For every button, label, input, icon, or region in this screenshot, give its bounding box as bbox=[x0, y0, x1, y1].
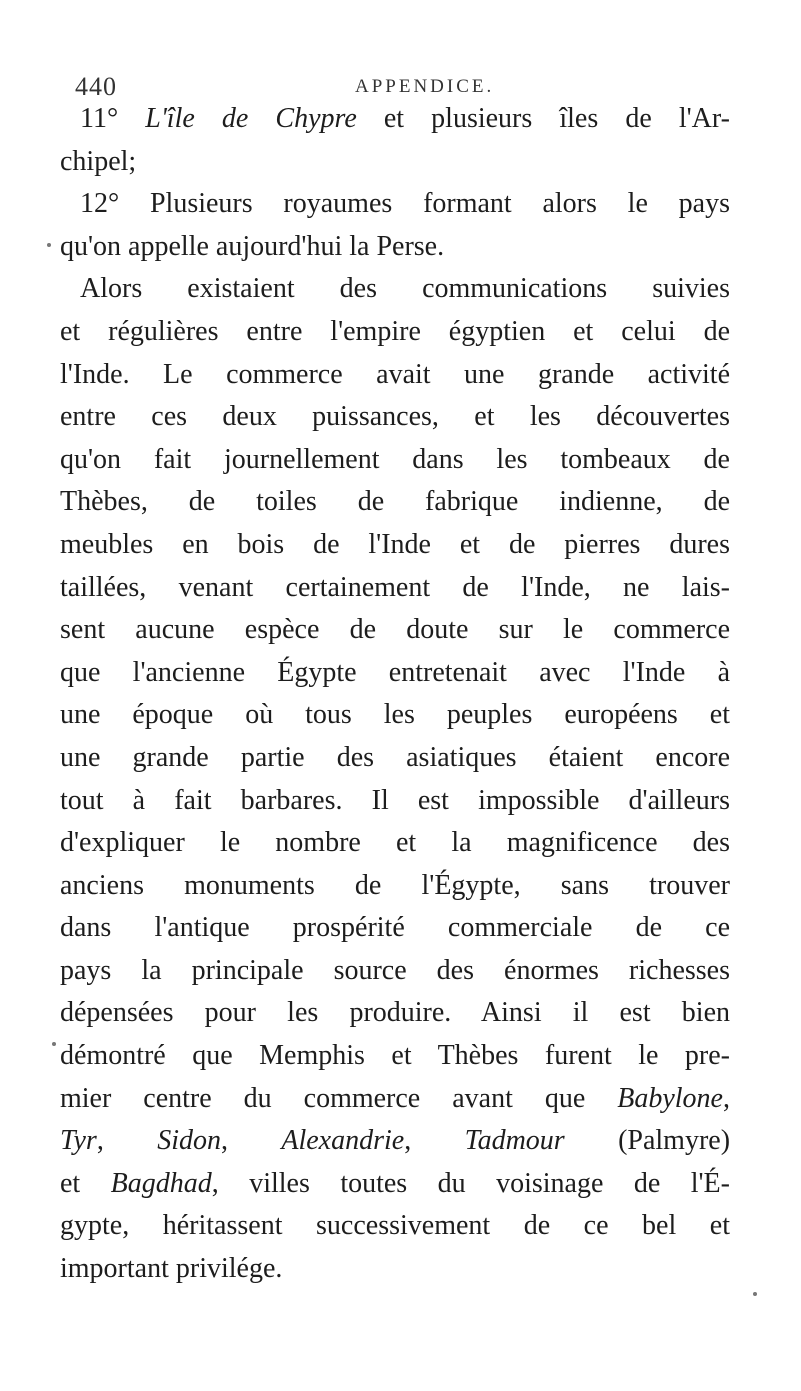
text-line bbox=[60, 567, 730, 610]
text-line bbox=[60, 1205, 730, 1248]
body-text bbox=[60, 98, 730, 1291]
text-segment: , bbox=[96, 1125, 158, 1157]
print-speck bbox=[47, 243, 51, 247]
text-segment: sent aucune espèce de doute sur le commerce bbox=[60, 614, 730, 646]
text-line bbox=[60, 694, 730, 737]
text-line bbox=[60, 98, 730, 141]
text-line bbox=[60, 737, 730, 780]
text-line bbox=[60, 1120, 730, 1163]
text-segment: d'expliquer le nombre et la magnificence des bbox=[60, 827, 730, 859]
text-line bbox=[60, 1035, 730, 1078]
text-segment: important privilége. bbox=[60, 1253, 283, 1285]
running-head: APPENDICE. bbox=[355, 76, 495, 97]
text-segment: 12° Plusieurs royaumes formant alors le pays bbox=[80, 188, 730, 220]
text-line bbox=[60, 226, 730, 269]
italic-segment: Tadmour bbox=[464, 1125, 565, 1157]
text-line bbox=[60, 354, 730, 397]
text-segment: qu'on appelle aujourd'hui la Perse. bbox=[60, 230, 445, 262]
text-segment: et plusieurs îles de l'Ar- bbox=[356, 103, 730, 134]
text-segment: chipel; bbox=[60, 145, 137, 177]
text-segment: et régulières entre l'empire égyptien et celui de bbox=[60, 315, 730, 347]
text-segment: , bbox=[723, 1082, 730, 1114]
text-segment: meubles en bois de l'Inde et de pierres dures bbox=[60, 528, 730, 560]
text-line bbox=[60, 439, 730, 482]
text-line bbox=[60, 396, 730, 439]
text-segment: , bbox=[404, 1125, 465, 1157]
text-segment: , villes toutes du voisinage de l'É- bbox=[211, 1167, 730, 1199]
text-segment: mier centre du commerce avant que bbox=[60, 1082, 618, 1114]
text-segment: pays la principale source des énormes richesses bbox=[60, 954, 730, 986]
italic-segment: Sidon bbox=[157, 1125, 221, 1157]
italic-segment: Alexandrie bbox=[281, 1125, 405, 1157]
text-segment: dans l'antique prospérité commerciale de ce bbox=[60, 912, 730, 944]
text-line bbox=[60, 865, 730, 908]
text-segment: et bbox=[60, 1167, 111, 1199]
page-number: 440 bbox=[75, 72, 117, 101]
italic-segment: Babylone bbox=[617, 1082, 723, 1114]
text-segment: dépensées pour les produire. Ainsi il est bien bbox=[60, 997, 730, 1029]
text-line bbox=[60, 822, 730, 865]
text-line bbox=[60, 481, 730, 524]
text-segment: (Palmyre) bbox=[564, 1125, 731, 1157]
text-line bbox=[60, 141, 730, 184]
text-segment: 11° bbox=[80, 103, 146, 134]
text-segment: gypte, héritassent successivement de ce bel et bbox=[60, 1210, 730, 1242]
text-segment: tout à fait barbares. Il est impossible d'ailleurs bbox=[60, 784, 730, 816]
text-segment: taillées, venant certainement de l'Inde, ne lais- bbox=[60, 571, 730, 603]
italic-segment: L'île de Chypre bbox=[145, 103, 357, 134]
text-line bbox=[60, 311, 730, 354]
text-line bbox=[60, 1248, 730, 1291]
text-segment: une époque où tous les peuples européens et bbox=[60, 699, 730, 731]
print-speck bbox=[753, 1292, 757, 1296]
text-line bbox=[60, 524, 730, 567]
text-line bbox=[60, 780, 730, 823]
italic-segment: Bagdhad bbox=[110, 1167, 212, 1199]
text-line bbox=[60, 609, 730, 652]
text-segment: anciens monuments de l'Égypte, sans trouver bbox=[60, 869, 730, 901]
text-line bbox=[60, 183, 730, 226]
text-line bbox=[60, 268, 730, 311]
text-line bbox=[60, 907, 730, 950]
text-segment: , bbox=[220, 1125, 282, 1157]
print-speck bbox=[52, 1042, 56, 1046]
text-segment: démontré que Memphis et Thèbes furent le pre- bbox=[60, 1040, 730, 1072]
text-segment: Thèbes, de toiles de fabrique indienne, de bbox=[60, 486, 730, 518]
text-segment: entre ces deux puissances, et les découvertes bbox=[60, 401, 730, 433]
text-segment: une grande partie des asiatiques étaient encore bbox=[60, 741, 730, 773]
text-line bbox=[60, 950, 730, 993]
italic-segment: Tyr bbox=[60, 1125, 97, 1157]
text-line bbox=[60, 992, 730, 1035]
text-segment: qu'on fait journellement dans les tombeaux de bbox=[60, 443, 730, 475]
text-line bbox=[60, 652, 730, 695]
text-segment: que l'ancienne Égypte entretenait avec l'Inde à bbox=[60, 656, 730, 688]
text-segment: l'Inde. Le commerce avait une grande activité bbox=[60, 358, 730, 390]
text-line bbox=[60, 1078, 730, 1121]
text-segment: Alors existaient des communications suivies bbox=[80, 273, 730, 305]
text-line bbox=[60, 1163, 730, 1206]
